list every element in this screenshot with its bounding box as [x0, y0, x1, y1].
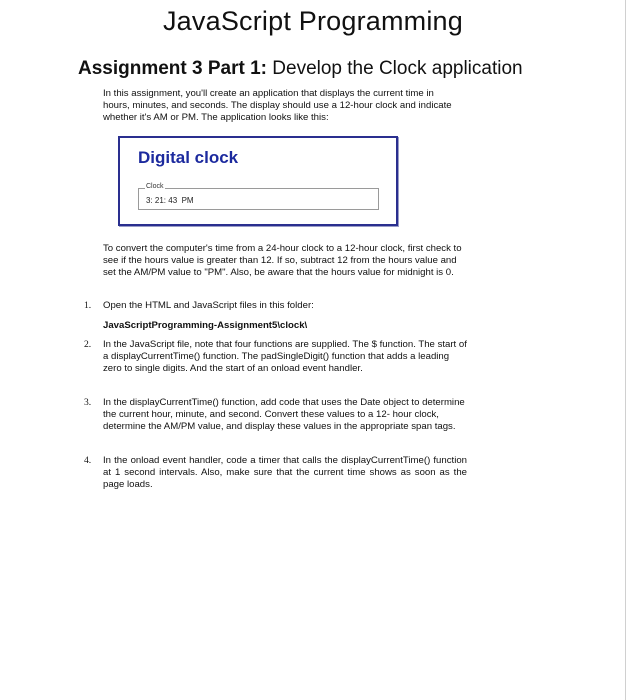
step-number: 2. — [84, 339, 92, 350]
clock-preview — [118, 136, 398, 226]
step-text: In the JavaScript file, note that four functions are supplied. The $ function. The start of a displayCurrentTime() function. The padSingleDigit() function that adds a leading zero to single digits. And the start of an onload event handler. — [103, 339, 467, 374]
intro-paragraph: In this assignment, you'll create an application that displays the current time in hours, minutes, and seconds. The display should use a 12-hour clock and indicate whether it's AM or PM. The application looks like this: — [103, 88, 452, 123]
folder-path: JavaScriptProgramming-Assignment5\clock\ — [103, 320, 308, 331]
clock-fieldset — [138, 183, 379, 210]
clock-legend: Clock — [146, 183, 164, 190]
assignment-subtitle: Develop the Clock application — [272, 58, 523, 79]
step-number: 3. — [84, 397, 92, 408]
clock-heading: Digital clock — [138, 148, 239, 167]
assignment-label: Assignment 3 Part 1: — [78, 58, 267, 79]
assignment-heading — [78, 58, 523, 80]
convert-note: To convert the computer's time from a 24-hour clock to a 12-hour clock, first check to see if the hours value is greater than 12. If so, subtract 12 from the hours value and set the AM/PM value to "PM". Also, be aware that the hours value for midnight is 0. — [103, 243, 462, 278]
step-text: Open the HTML and JavaScript files in this folder: — [103, 300, 314, 311]
step-number: 4. — [84, 455, 92, 466]
clock-time: 3: 21: 43 PM — [146, 196, 194, 205]
page-title: JavaScript Programming — [162, 6, 463, 36]
step-number: 1. — [84, 300, 92, 311]
step-text: In the onload event handler, code a timer that calls the displayCurrentTime() function at 1 second intervals. Also, make sure that the current time shows as soon as the page loads. — [103, 455, 467, 490]
step-text: In the displayCurrentTime() function, add code that uses the Date object to determine the current hour, minute, and second. Convert these values to a 12- hour clock, determine the AM/PM value, and display these values in the appropriate span tags. — [103, 397, 465, 432]
